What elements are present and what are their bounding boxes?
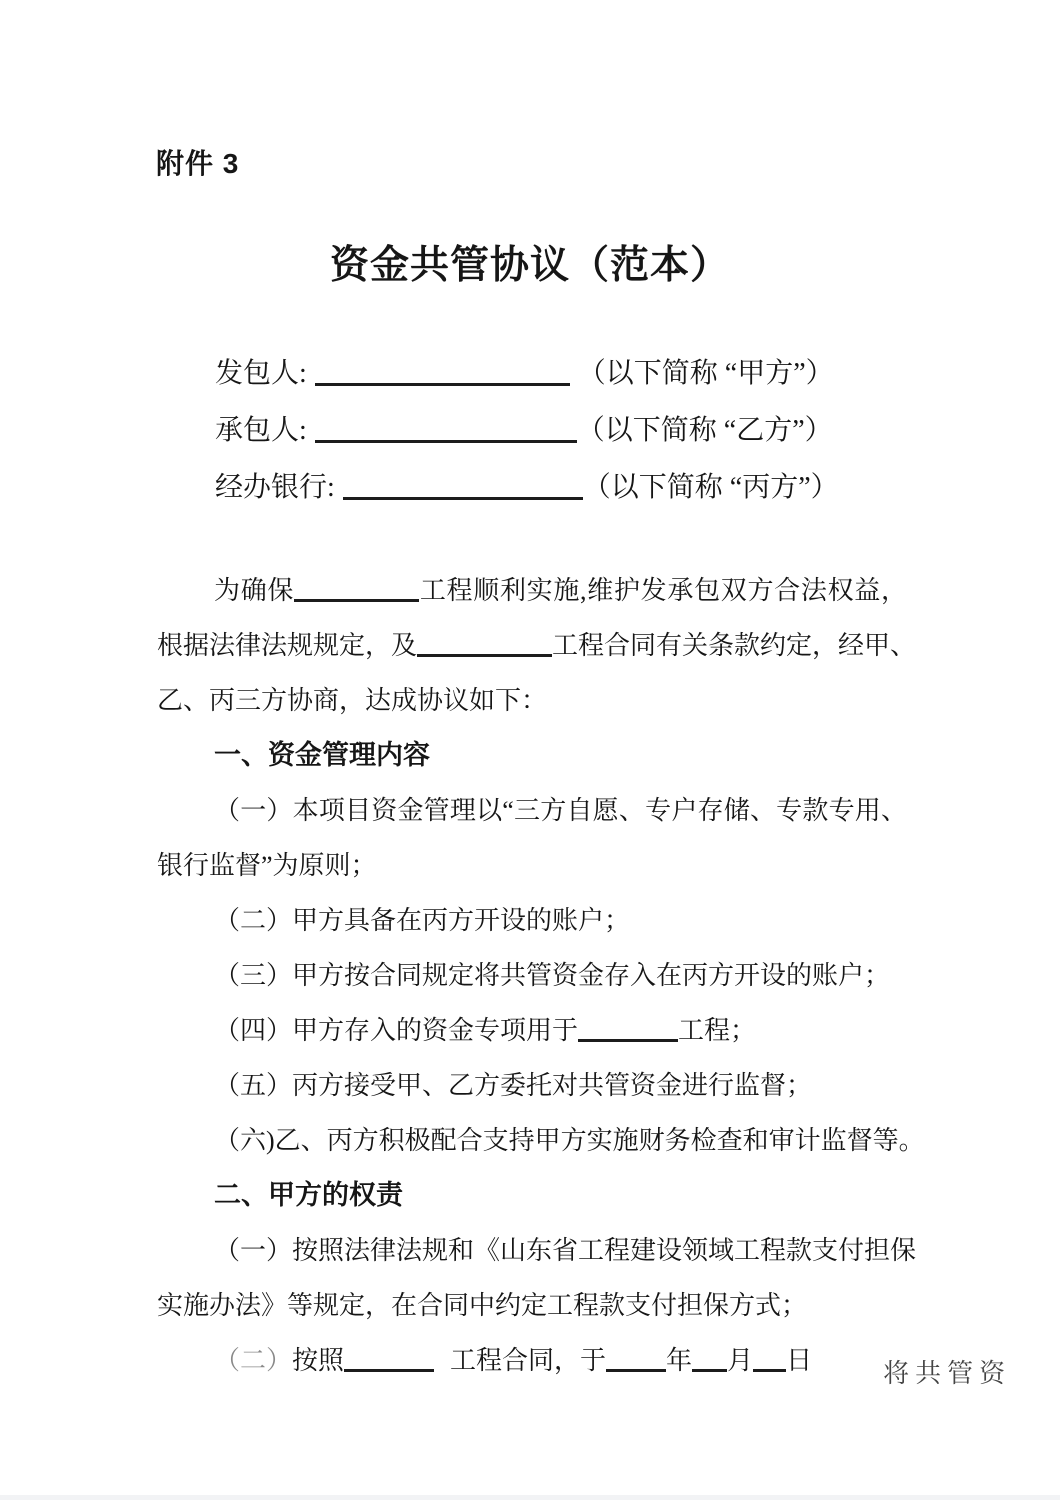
- blank-field: [606, 1369, 666, 1372]
- section-1-heading: 一、资金管理内容: [214, 740, 430, 770]
- clause-text: 年: [666, 1346, 693, 1375]
- clause-line: [157, 1333, 1012, 1388]
- clause-line: [157, 893, 907, 948]
- clause-text: （一）本项目资金管理以“三方自愿、专户存储、专款专用、: [214, 796, 907, 825]
- clause-text: 月: [727, 1346, 754, 1375]
- document-title: 资金共管协议（范本）: [329, 244, 730, 287]
- blank-field: [315, 383, 570, 386]
- party-label: 发包人:: [215, 358, 307, 389]
- clause-line: [157, 1003, 907, 1058]
- clause-marker-faded: （二）: [214, 1346, 293, 1375]
- clause-text: 工程合同，于: [450, 1346, 607, 1375]
- clause-text: （三）甲方按合同规定将共管资金存入在丙方开设的账户；: [214, 961, 891, 990]
- clause-cutoff-fragment: 将共管资: [883, 1359, 1012, 1388]
- clause-line: [157, 948, 907, 1003]
- blank-field: [417, 654, 552, 657]
- blank-field: [344, 1369, 434, 1372]
- clause-text: （六)乙、丙方积极配合支持甲方实施财务检查和审计监督等。: [214, 1126, 925, 1155]
- preamble-line: [157, 673, 907, 728]
- clause-text: （二）甲方具备在丙方开设的账户；: [214, 906, 631, 935]
- preamble-line: [157, 618, 917, 673]
- clause-line: [157, 1278, 907, 1333]
- preamble-line: [157, 563, 907, 618]
- clause-text: 实施办法》等规定，在合同中约定工程款支付担保方式；: [157, 1291, 808, 1320]
- blank-field: [315, 440, 577, 443]
- section-2-heading: 二、甲方的权责: [214, 1180, 403, 1210]
- scan-bottom-edge: [0, 1495, 1060, 1500]
- document-body: [157, 563, 1012, 1388]
- preamble-text: 工程顺利实施,维护发承包双方合法权益，: [419, 576, 907, 605]
- clause-text: 日: [786, 1346, 813, 1375]
- blank-field: [692, 1369, 727, 1372]
- party-row-bank: [215, 459, 839, 516]
- preamble-text: 为确保: [214, 576, 295, 605]
- parties-block: [215, 345, 839, 516]
- clause-line: [157, 1058, 907, 1113]
- clause-text: （五）丙方接受甲、乙方委托对共管资金进行监督；: [214, 1071, 813, 1100]
- party-alias: （以下简称 “甲方”）: [577, 358, 834, 389]
- preamble-text: 乙、丙三方协商，达成协议如下：: [157, 686, 548, 715]
- clause-text: 银行监督”为原则；: [157, 851, 377, 880]
- preamble-text: 工程合同有关条款约定，经甲、: [552, 631, 917, 660]
- attachment-label: 附件 3: [156, 148, 240, 179]
- party-alias: （以下简称 “丙方”）: [582, 472, 839, 503]
- clause-text: 按照: [292, 1346, 345, 1375]
- clause-line: [157, 1223, 917, 1278]
- blank-field: [578, 1039, 678, 1042]
- party-row-contractor: [215, 402, 839, 459]
- clause-text: （四）甲方存入的资金专项用于: [214, 1016, 579, 1045]
- party-label: 承包人:: [215, 415, 307, 446]
- party-row-employer: [215, 345, 839, 402]
- clause-text: 工程；: [678, 1016, 757, 1045]
- blank-field: [753, 1369, 786, 1372]
- blank-field: [294, 599, 419, 602]
- blank-field: [343, 497, 583, 500]
- party-label: 经办银行:: [215, 472, 335, 503]
- clause-line: [157, 838, 907, 893]
- clause-line: [157, 783, 907, 838]
- party-alias: （以下简称 “乙方”）: [576, 415, 833, 446]
- preamble-text: 根据法律法规规定，及: [157, 631, 418, 660]
- clause-line: [157, 1113, 925, 1168]
- clause-text: （一）按照法律法规和《山东省工程建设领域工程款支付担保: [214, 1236, 917, 1265]
